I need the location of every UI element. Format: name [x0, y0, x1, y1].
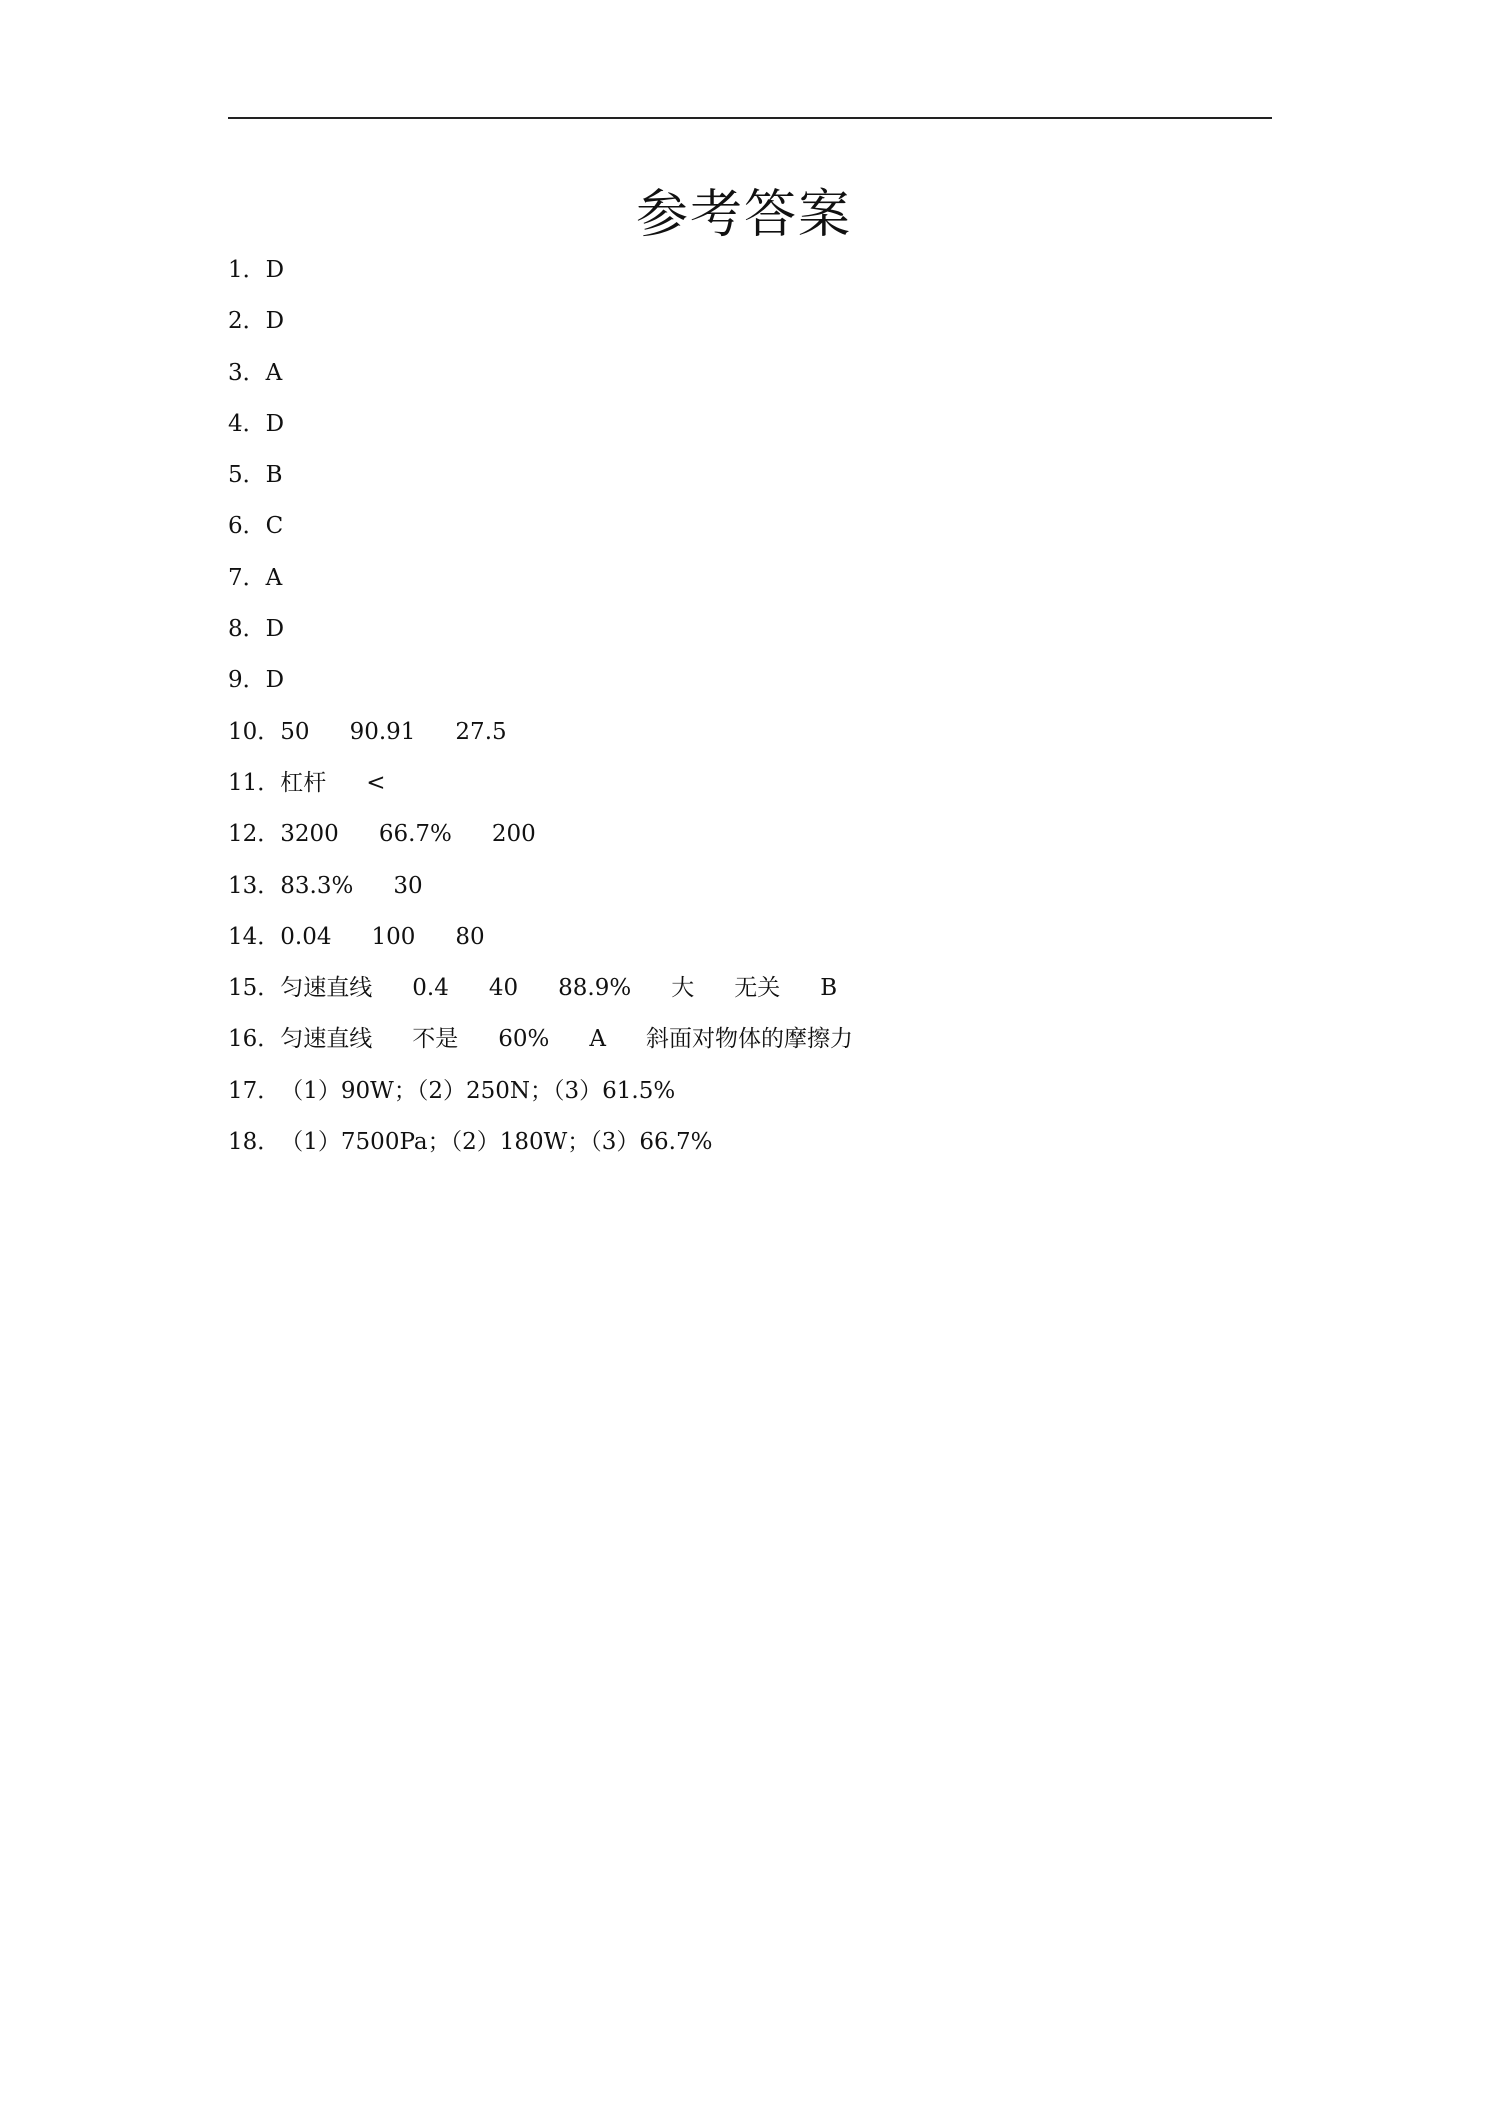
answer-list	[228, 253, 853, 1176]
answer-number: 11．	[228, 769, 281, 796]
answer-number: 14．	[228, 923, 281, 950]
answer-value: 50	[280, 718, 310, 745]
answer-value: 90.91	[349, 718, 416, 745]
answer-value: A	[265, 359, 283, 386]
answer-number: 18．	[228, 1129, 281, 1156]
answer-number: 8．	[228, 616, 266, 643]
answer-value: （1）7500Pa；（2）180W；（3）66.7%	[280, 1129, 713, 1156]
answer-number: 4．	[228, 410, 266, 437]
answer-4	[228, 407, 853, 458]
answer-value: 匀速直线	[280, 1026, 373, 1053]
answer-value: 无关	[734, 975, 781, 1002]
answer-value: 83.3%	[280, 872, 354, 899]
answer-number: 5．	[228, 462, 266, 489]
answer-18	[228, 1125, 853, 1176]
answer-12	[228, 817, 853, 868]
answer-value: 60%	[498, 1026, 550, 1053]
answer-value: 3200	[280, 821, 339, 848]
answer-value: 88.9%	[558, 975, 632, 1002]
answer-value: 0.04	[280, 923, 332, 950]
answer-15	[228, 971, 853, 1022]
answer-number: 1．	[228, 257, 266, 283]
answer-value: D	[265, 410, 285, 437]
answer-16	[228, 1022, 853, 1073]
answer-11	[228, 766, 853, 817]
answer-value: 大	[671, 975, 695, 1002]
answer-value: 杠杆	[280, 769, 327, 796]
answer-value: B	[820, 975, 838, 1002]
answer-5	[228, 458, 853, 509]
answer-value: D	[265, 667, 285, 694]
answer-value: 匀速直线	[280, 975, 373, 1002]
answer-9	[228, 663, 853, 714]
answer-number: 16．	[228, 1026, 281, 1053]
answer-value: 40	[488, 975, 519, 1002]
answer-value: C	[265, 513, 284, 540]
answer-3	[228, 356, 853, 407]
answer-number: 17．	[228, 1077, 281, 1104]
answer-number: 9．	[228, 667, 266, 694]
answer-10	[228, 715, 853, 766]
answer-8	[228, 612, 853, 663]
answer-value: 斜面对物体的摩擦力	[646, 1026, 854, 1053]
answer-value: D	[265, 308, 285, 335]
answer-value: 30	[393, 872, 423, 899]
answer-value: 不是	[412, 1026, 459, 1053]
answer-number: 10．	[228, 718, 281, 745]
answer-number: 2．	[228, 308, 266, 335]
answer-13	[228, 869, 853, 920]
answer-number: 6．	[228, 513, 266, 540]
answer-2	[228, 304, 853, 355]
answer-number: 7．	[228, 564, 266, 591]
answer-value: D	[265, 257, 285, 283]
answer-value: （1）90W；（2）250N；（3）61.5%	[280, 1077, 676, 1104]
answer-value: 66.7%	[378, 821, 452, 848]
answer-17	[228, 1074, 853, 1125]
answer-number: 13．	[228, 872, 281, 899]
answer-14	[228, 920, 853, 971]
answer-7	[228, 561, 853, 612]
answer-number: 3．	[228, 359, 266, 386]
answer-value: 27.5	[455, 718, 507, 745]
answer-number: 12．	[228, 821, 281, 848]
header-rule	[228, 117, 1272, 119]
answer-value: 0.4	[412, 975, 449, 1002]
answer-1	[228, 253, 853, 304]
answer-value: B	[265, 462, 283, 489]
answer-6	[228, 509, 853, 560]
answer-value: A	[265, 564, 283, 591]
answer-value: D	[265, 616, 285, 643]
answer-value: <	[366, 769, 386, 796]
answer-value: 100	[371, 923, 416, 950]
answer-value: 200	[491, 821, 536, 848]
answer-value: 80	[455, 923, 485, 950]
page-title: 参考答案	[635, 185, 852, 245]
answer-value: A	[589, 1026, 607, 1053]
answer-number: 15．	[228, 975, 281, 1002]
